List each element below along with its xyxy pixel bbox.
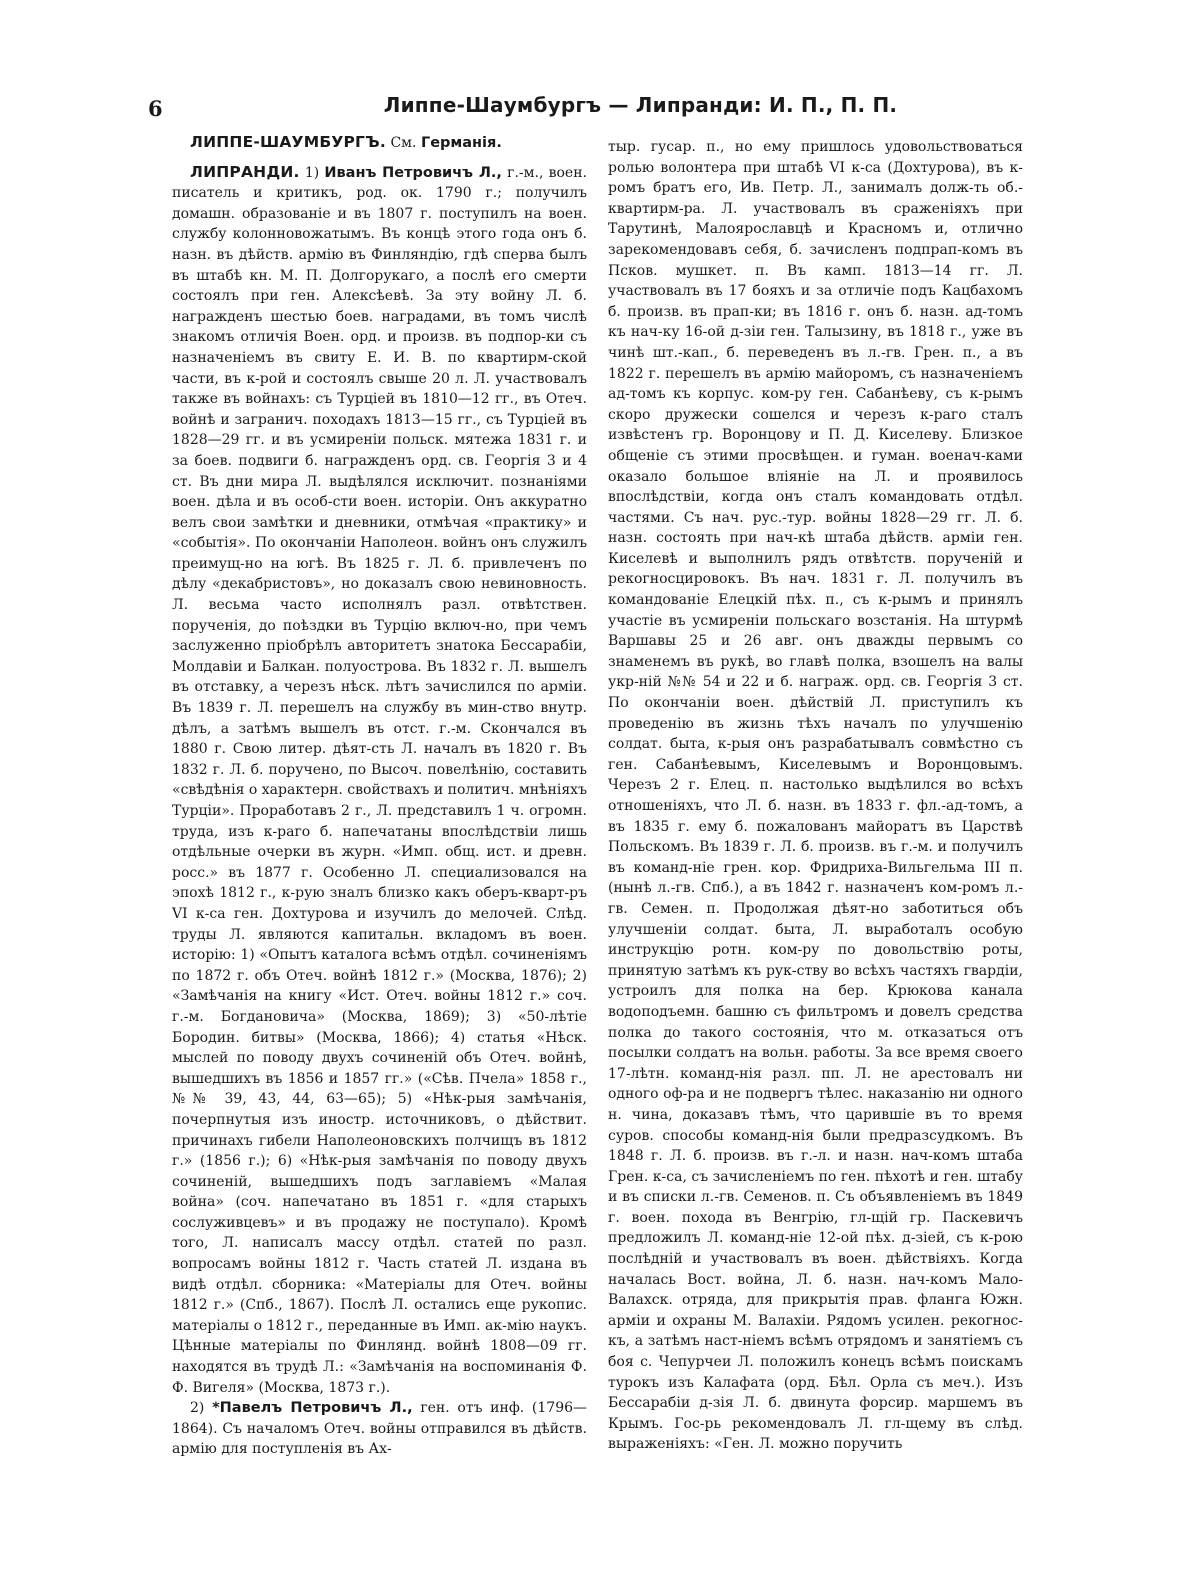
running-title: Липпе-Шаумбургъ — Липранди: И. П., П. П. (383, 93, 898, 117)
entry-lippe (172, 132, 587, 154)
left-column (172, 132, 587, 1460)
see-also-ref: Германія. (420, 135, 502, 151)
page-number: 6 (148, 96, 163, 121)
person-1-name: Иванъ Петровичъ Л., (324, 164, 502, 181)
see-also-label: См. (390, 135, 417, 151)
person-1-text: г.-м., воен. писатель и критикъ, род. ок. 1790 г.; получилъ домашн. образованіе и въ 1807 г. поступилъ на воен. службу колонновожатымъ. Въ концѣ этого года онъ б. назн. въ дѣйств. армію въ Финляндію, гдѣ сперва былъ въ штабѣ кн. М. П. Долгорукаго, а послѣ его смерти состоялъ при ген. Алексѣевѣ. За эту войну Л. б. награжденъ шестью боев. наградами, въ томъ числѣ знакомъ отличія Воен. орд. и произв. въ подпор-ки съ назначеніемъ въ свиту Е. И. В. по квартирм-ской части, въ к-рой и состоялъ свыше 20 л. Л. участвовалъ также въ войнахъ: съ Турціей въ 1810—12 гг., въ Отеч. войнѣ и загранич. походахъ 1813—15 гг., съ Турціей въ 1828—29 гг. и въ усмиреніи польск. мятежа 1831 г. и за боев. подвиги б. награжденъ орд. св. Георгія 3 и 4 ст. Въ дни мира Л. выдѣлялся исключит. познаніями воен. дѣла и въ особ-сти воен. исторіи. Онъ аккуратно велъ свои замѣтки и дневники, отмѣчая «практику» и «событія». По окончаніи Наполеон. войнъ онъ служилъ преимущ-но на югѣ. Въ 1825 г. Л. б. привлеченъ по дѣлу «декабристовъ», но доказалъ свою невиновность. Л. весьма часто исполнялъ разл. отвѣтствен. порученія, до поѣздки въ Турцію включ-но, при чемъ заслуженно пріобрѣлъ авторитетъ знатока Бессарабіи, Молдавіи и Балкан. полуострова. Въ 1832 г. Л. вышелъ въ отставку, а черезъ нѣск. лѣтъ зачислился по арміи. Въ 1839 г. Л. перешелъ на службу въ мин-ство внутр. дѣлъ, а затѣмъ вышелъ въ отст. г.-м. Скончался въ 1880 г. Свою литер. дѣят-сть Л. началъ въ 1820 г. Въ 1832 г. Л. б. поручено, по Высоч. повелѣнію, составить «свѣдѣнія о характерн. свойствахъ и политич. мнѣніяхъ Турціи». Проработавъ 2 г., Л. представилъ 1 ч. огромн. труда, изъ к-раго б. напечатаны впослѣдствіи лишь отдѣльные очерки въ журн. «Имп. общ. ист. и древн. росс.» въ 1877 г. Особенно Л. специализовался на эпохѣ 1812 г., к-рую зналъ близко какъ оберъ-кварт-ръ VI к-са ген. Дохтурова и изучилъ до мелочей. Слѣд. труды Л. являются капитальн. вкладомъ въ воен. исторію: 1) «Опытъ каталога всѣмъ отдѣл. сочиненіямъ по 1872 г. объ Отеч. войнѣ 1812 г.» (Москва, 1876); 2) «Замѣчанія на книгу «Ист. Отеч. войны 1812 г.» соч. г.-м. Богдановича» (Москва, 1869); 3) «50-лѣтіе Бородин. битвы» (Москва, 1866); 4) статья «Нѣск. мыслей по поводу двухъ сочиненій объ Отеч. войнѣ, вышедшихъ въ 1856 и 1857 гг.» («Сѣв. Пчела» 1858 г., №№ 39, 43, 44, 63—65); 5) «Нѣк-рыя замѣчанія, почерпнутыя изъ иностр. источниковъ, о дѣйствит. причинахъ гибели Наполеоновскихъ полчищъ въ 1812 г.» (1856 г.); 6) «Нѣк-рыя замѣчанія по поводу двухъ сочиненій, вышедшихъ подъ заглавіемъ «Малая война» (соч. напечатано въ 1851 г. «для старыхъ сослуживцевъ» и въ продажу не поступало). Кромѣ того, Л. написалъ массу отдѣл. статей по разл. вопросамъ войны 1812 г. Часть статей Л. издана въ видѣ отдѣл. сборника: «Матеріалы для Отеч. войны 1812 г.» (Спб., 1867). Послѣ Л. остались еще рукопис. матеріалы о 1812 г., переданные въ Имп. ак-мію наукъ. Цѣнные матеріалы по Финлянд. войнѣ 1808—09 гг. находятся въ трудѣ Л.: «Замѣчанія на воспоминанія Ф. Ф. Вигеля» (Москва, 1873 г.). (172, 164, 587, 1396)
person-2-name: *Павелъ Петровичъ Л., (212, 1400, 413, 1417)
entry-liprandi-1 (172, 162, 587, 1399)
entry-liprandi-2 (172, 1398, 587, 1460)
entry-head-lippe: ЛИППЕ-ШАУМБУРГЪ. (190, 133, 386, 151)
entry-head-liprandi: ЛИПРАНДИ. (190, 162, 300, 181)
person-1-number: 1) (304, 164, 320, 181)
person-2-text-continued: тыр. гусар. п., но ему пришлось удовольствоваться ролью волонтера при штабѣ VI к-са (Дохтурова), въ к-ромъ братъ его, Ив. Петр. Л., занималъ долж-ть об.-квартирм-ра. Л. участвовалъ въ сраженіяхъ при Тарутинѣ, Малоярославцѣ и Красномъ и, отлично зарекомендовавъ себя, б. зачисленъ подпрап-комъ въ Псков. мушкет. п. Въ камп. 1813—14 гг. Л. участвовалъ въ 17 бояхъ и за отличіе подъ Кацбахомъ б. произв. въ прап-ки; въ 1816 г. онъ б. назн. ад-томъ къ нач-ку 16-ой д-зіи ген. Талызину, въ 1818 г., уже въ чинѣ шт.-кап., б. переведенъ въ л.-гв. Грен. п., а въ 1822 г. перешелъ въ армію майоромъ, съ назначеніемъ ад-томъ къ корпус. ком-ру ген. Сабанѣеву, съ к-рымъ скоро дружески сошелся и черезъ к-раго сталъ извѣстенъ гр. Воронцову и П. Д. Киселеву. Близкое общеніе съ этими просвѣщен. и гуман. военач-ками оказало большое вліяніе на Л. и проявилось впослѣдствіи, когда онъ сталъ командовать отдѣл. частями. Съ нач. рус.-тур. войны 1828—29 гг. Л. б. назн. состоять при нач-кѣ штаба дѣйств. арміи ген. Киселевѣ и выполнилъ рядъ отвѣтств. порученій и рекогносцировокъ. Въ нач. 1831 г. Л. получилъ въ командованіе Елецкій пѣх. п., съ к-рымъ и принялъ участіе въ усмиреніи польскаго возстанія. На штурмѣ Варшавы 25 и 26 авг. онъ дважды первымъ со знаменемъ въ рукѣ, во главѣ полка, взошелъ на валы укр-ній №№ 54 и 22 и б. награж. орд. св. Георгія 3 ст. По окончаніи воен. дѣйствій Л. приступилъ къ проведенію въ жизнь тѣхъ началъ по улучшенію солдат. быта, к-рыя онъ разрабатывалъ совмѣстно съ ген. Сабанѣевымъ, Киселевымъ и Воронцовымъ. Черезъ 2 г. Елец. п. настолько выдѣлился во всѣхъ отношеніяхъ, что Л. б. назн. въ 1833 г. фл.-ад-томъ, а въ 1835 г. ему б. пожалованъ майоратъ въ Царствѣ Польскомъ. Въ 1839 г. Л. б. произв. въ г.-м. и получилъ въ команд-ніе грен. кор. Фридриха-Вильгельма III п. (нынѣ л.-гв. Спб.), а въ 1842 г. назначенъ ком-ромъ л.-гв. Семен. п. Продолжая дѣят-но заботиться объ улучшеніи солдат. быта, Л. выработалъ особую инструкцію ротн. ком-ру по довольствію роты, принятую затѣмъ къ рук-ству во всѣхъ частяхъ гвардіи, устроилъ для полка на бер. Крюкова канала водоподъемн. башню съ фильтромъ и довелъ средства полка до такого состоянія, что м. отказаться отъ посылки солдатъ на вольн. работы. За все время своего 17-лѣтн. команд-нія разл. пп. Л. не арестовалъ ни одного оф-ра и не подвергъ тѣлес. наказанію ни одного н. чина, доказавъ тѣмъ, что царившіе въ то время суров. способы команд-нія были предразсудкомъ. Въ 1848 г. Л. б. произв. въ г.-л. и назн. нач-комъ штаба Грен. к-са, съ зачисленіемъ по ген. пѣхотѣ и ген. штабу и въ списки л.-гв. Семенов. п. Съ объявленіемъ въ 1849 г. воен. похода въ Венгрію, гл-щій гр. Паскевичъ предложилъ Л. команд-ніе 12-ой пѣх. д-зіей, съ к-рою послѣдній и участвовалъ въ воен. дѣйствіяхъ. Когда началась Вост. война, Л. б. назн. нач-комъ Мало-Валахск. отряда, для прикрытія прав. фланга Южн. арміи и охраны М. Валахіи. Рядомъ усилен. рекогнос-къ, а затѣмъ наст-ніемъ всѣмъ отрядомъ и занятіемъ съ боя с. Чепурчеи Л. положилъ конецъ всѣмъ поискамъ турокъ изъ Калафата (орд. Бѣл. Орла съ меч.). Изъ Бессарабіи д-зія Л. б. двинута форсир. маршемъ въ Крымъ. Гос-рь рекомендовалъ Л. гл-щему въ слѣд. выраженіяхъ: «Ген. Л. можно поручить (608, 139, 1023, 1453)
right-column (608, 137, 1023, 1455)
person-2-text-start: ген. отъ инф. (1796—1864). Съ началомъ Отеч. войны отправился въ дѣйств. армію для поступленія въ Ах- (172, 1400, 588, 1458)
person-2-number: 2) (190, 1400, 205, 1417)
